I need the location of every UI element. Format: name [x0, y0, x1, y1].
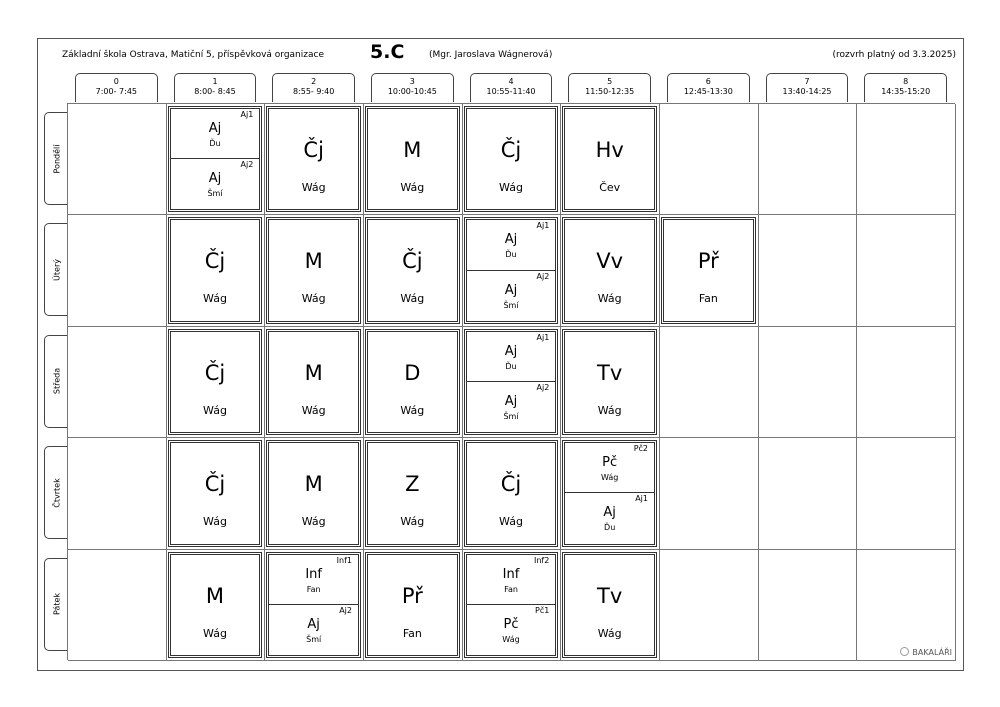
- teacher-label: Fan: [306, 584, 321, 594]
- period-time: 8:55- 9:40: [292, 87, 335, 96]
- lesson-cell[interactable]: [266, 217, 361, 323]
- period-header-3: [371, 73, 454, 102]
- subject-label: Aj: [504, 232, 518, 248]
- teacher-label: Šmí: [207, 189, 223, 199]
- subject-label: Čj: [500, 138, 522, 162]
- subject-label: M: [403, 138, 422, 162]
- period-header-7: [766, 73, 849, 102]
- grid-row-line: [68, 326, 956, 327]
- lesson-cell[interactable]: [365, 440, 460, 546]
- lesson-cell[interactable]: [562, 329, 657, 435]
- subject-label: Čj: [204, 249, 226, 274]
- subject-label: Čj: [303, 138, 324, 162]
- day-label: Úterý: [52, 258, 61, 281]
- teacher-label: Wág: [301, 403, 326, 417]
- subject-label: Hv: [595, 138, 624, 162]
- lesson-cell[interactable]: [464, 440, 559, 546]
- grid-row-line: [68, 437, 956, 438]
- lesson-cell[interactable]: [168, 106, 263, 212]
- group-label: Aj2: [536, 271, 550, 281]
- teacher-label: Wág: [600, 473, 619, 483]
- period-header-5: [568, 73, 651, 102]
- day-tab: [44, 223, 68, 316]
- class-teacher: (Mgr. Jaroslava Wágnerová): [429, 50, 553, 60]
- day-tab: [44, 446, 68, 539]
- day-label: Čtvrtek: [52, 477, 61, 508]
- subject-label: Aj: [504, 343, 518, 359]
- bakalari-logo: [900, 647, 952, 657]
- teacher-label: Fan: [504, 584, 518, 594]
- period-number: 8: [903, 77, 909, 86]
- period-header-4: [470, 73, 553, 102]
- subject-label: D: [404, 360, 421, 385]
- grid-column-line: [955, 104, 956, 661]
- period-time: 12:45-13:30: [683, 87, 733, 96]
- group-label: Aj1: [635, 494, 648, 504]
- grid-column-line: [462, 104, 463, 661]
- group-label: Inf1: [336, 555, 352, 565]
- period-number: 4: [508, 77, 514, 86]
- grid-column-line: [560, 104, 561, 661]
- lesson-cell[interactable]: [464, 106, 559, 212]
- subject-label: Aj: [603, 505, 616, 521]
- lesson-cell[interactable]: [266, 106, 361, 212]
- lesson-cell[interactable]: [168, 440, 263, 546]
- subject-label: Př: [401, 583, 423, 608]
- lesson-cell[interactable]: [266, 440, 361, 546]
- group-label: Inf2: [533, 555, 550, 565]
- teacher-label: Šmí: [503, 300, 519, 310]
- group-label: Aj1: [536, 221, 550, 231]
- period-number: 5: [607, 77, 613, 86]
- day-label: Pondělí: [52, 144, 61, 173]
- teacher-label: Wág: [301, 181, 326, 194]
- teacher-label: Wág: [400, 181, 425, 194]
- grid-column-line: [856, 104, 857, 661]
- bakalari-logo-icon: [900, 647, 909, 656]
- period-time: 10:55-11:40: [486, 87, 536, 96]
- teacher-label: Wág: [301, 292, 326, 306]
- period-header-1: [174, 73, 257, 102]
- grid-row-line: [68, 214, 956, 215]
- subject-label: Inf: [502, 566, 520, 582]
- period-time: 8:00- 8:45: [194, 87, 236, 96]
- subject-label: Čj: [402, 249, 423, 274]
- teacher-label: Wág: [597, 403, 622, 417]
- group-label: Aj2: [240, 160, 254, 170]
- period-header-2: [272, 73, 355, 102]
- lesson-cell[interactable]: [168, 329, 263, 435]
- school-name: Základní škola Ostrava, Matiční 5, příspěvková organizace: [62, 50, 324, 60]
- lesson-group: [565, 493, 654, 543]
- grid-column-line: [264, 104, 265, 661]
- subject-label: M: [304, 249, 323, 274]
- teacher-label: Wág: [203, 626, 227, 640]
- group-label: Aj1: [536, 332, 550, 342]
- day-tab: [44, 112, 68, 205]
- grid-column-line: [166, 104, 167, 661]
- lesson-group: [269, 605, 358, 655]
- lesson-cell[interactable]: [562, 440, 657, 546]
- teacher-label: Wág: [499, 515, 523, 529]
- lesson-cell[interactable]: [168, 217, 263, 323]
- lesson-cell[interactable]: [562, 552, 657, 658]
- lesson-cell[interactable]: [365, 217, 460, 323]
- teacher-label: Wág: [203, 403, 227, 417]
- lesson-cell[interactable]: [365, 329, 460, 435]
- subject-label: Inf: [305, 566, 322, 582]
- group-label: Pč1: [535, 605, 550, 615]
- subject-label: Čj: [204, 360, 226, 385]
- teacher-label: Ďu: [604, 523, 616, 533]
- lesson-group: [467, 220, 556, 270]
- subject-label: M: [304, 472, 323, 497]
- lesson-group: [467, 332, 556, 382]
- grid-row-line: [68, 660, 956, 661]
- teacher-label: Wág: [400, 403, 425, 417]
- lesson-cell[interactable]: [365, 552, 460, 658]
- lesson-cell[interactable]: [168, 552, 263, 658]
- lesson-cell[interactable]: [562, 217, 657, 323]
- period-number: 7: [804, 77, 810, 86]
- subject-label: Aj: [208, 121, 222, 136]
- lesson-group: [467, 555, 556, 605]
- grid-column-line: [659, 104, 660, 661]
- period-header-8: [864, 73, 947, 102]
- timetable-grid: [67, 103, 955, 660]
- day-label: Pátek: [52, 593, 61, 616]
- lesson-group: [171, 159, 260, 209]
- lesson-cell[interactable]: [266, 552, 361, 658]
- period-number: 0: [113, 77, 119, 86]
- lesson-cell[interactable]: [266, 329, 361, 435]
- teacher-label: Ďu: [505, 361, 517, 371]
- teacher-label: Fan: [698, 292, 718, 306]
- subject-label: Aj: [208, 171, 222, 187]
- lesson-cell[interactable]: [464, 329, 559, 435]
- teacher-label: Wág: [597, 626, 622, 640]
- subject-label: M: [205, 583, 225, 608]
- subject-label: Čj: [204, 472, 226, 497]
- lesson-group: [467, 605, 556, 655]
- grid-column-line: [758, 104, 759, 661]
- group-label: Aj2: [536, 383, 550, 392]
- subject-label: Pč: [503, 616, 519, 632]
- lesson-cell[interactable]: [365, 106, 460, 212]
- group-label: Aj1: [240, 110, 254, 119]
- teacher-label: Wág: [203, 292, 227, 306]
- teacher-label: Čev: [599, 181, 621, 194]
- period-number: 6: [705, 77, 711, 86]
- lesson-group: [565, 443, 654, 493]
- period-time: 10:00-10:45: [387, 87, 437, 96]
- subject-label: Př: [697, 249, 719, 274]
- teacher-label: Wág: [597, 292, 622, 306]
- subject-label: Tv: [597, 360, 623, 385]
- period-header-0: [75, 73, 158, 102]
- grid-column-line: [363, 104, 364, 661]
- lesson-cell[interactable]: [464, 217, 559, 323]
- period-header-6: [667, 73, 750, 102]
- lesson-cell[interactable]: [464, 552, 559, 658]
- period-number: 1: [212, 77, 218, 86]
- day-label: Středa: [52, 368, 61, 395]
- day-tab: [44, 335, 68, 428]
- group-label: Pč2: [633, 444, 648, 454]
- teacher-label: Wág: [400, 292, 425, 306]
- subject-label: Pč: [602, 455, 618, 471]
- teacher-label: Ďu: [209, 139, 221, 148]
- subject-label: Aj: [504, 394, 518, 409]
- period-time: 7:00- 7:45: [95, 87, 137, 96]
- teacher-label: Ďu: [505, 250, 517, 260]
- period-time: 11:50-12:35: [585, 87, 635, 96]
- lesson-cell[interactable]: [661, 217, 756, 323]
- teacher-label: Wág: [499, 181, 523, 194]
- teacher-label: Wág: [400, 515, 425, 529]
- lesson-group: [171, 109, 260, 159]
- grid-row-line: [68, 549, 956, 550]
- bakalari-logo-text: BAKALÁŘI: [912, 648, 952, 657]
- subject-label: Z: [405, 472, 420, 497]
- subject-label: Aj: [307, 616, 320, 632]
- day-tab: [44, 558, 68, 651]
- teacher-label: Wág: [502, 634, 520, 644]
- group-label: Aj2: [339, 605, 352, 615]
- subject-label: Čj: [500, 472, 522, 497]
- period-number: 2: [311, 77, 317, 86]
- validity-note: (rozvrh platný od 3.3.2025): [832, 50, 956, 60]
- subject-label: M: [304, 360, 323, 385]
- period-time: 14:35-15:20: [881, 87, 931, 96]
- period-time: 13:40-14:25: [782, 87, 832, 96]
- subject-label: Tv: [597, 583, 623, 608]
- teacher-label: Šmí: [306, 634, 322, 644]
- lesson-group: [269, 555, 358, 605]
- subject-label: Aj: [504, 282, 518, 298]
- period-number: 3: [409, 77, 415, 86]
- teacher-label: Wág: [203, 515, 227, 529]
- teacher-label: Šmí: [503, 412, 519, 421]
- lesson-group: [467, 271, 556, 321]
- class-title: 5.C: [370, 41, 405, 63]
- teacher-label: Wág: [301, 515, 326, 529]
- lesson-group: [467, 382, 556, 432]
- lesson-cell[interactable]: [562, 106, 657, 212]
- subject-label: Vv: [596, 249, 624, 274]
- teacher-label: Fan: [402, 626, 422, 640]
